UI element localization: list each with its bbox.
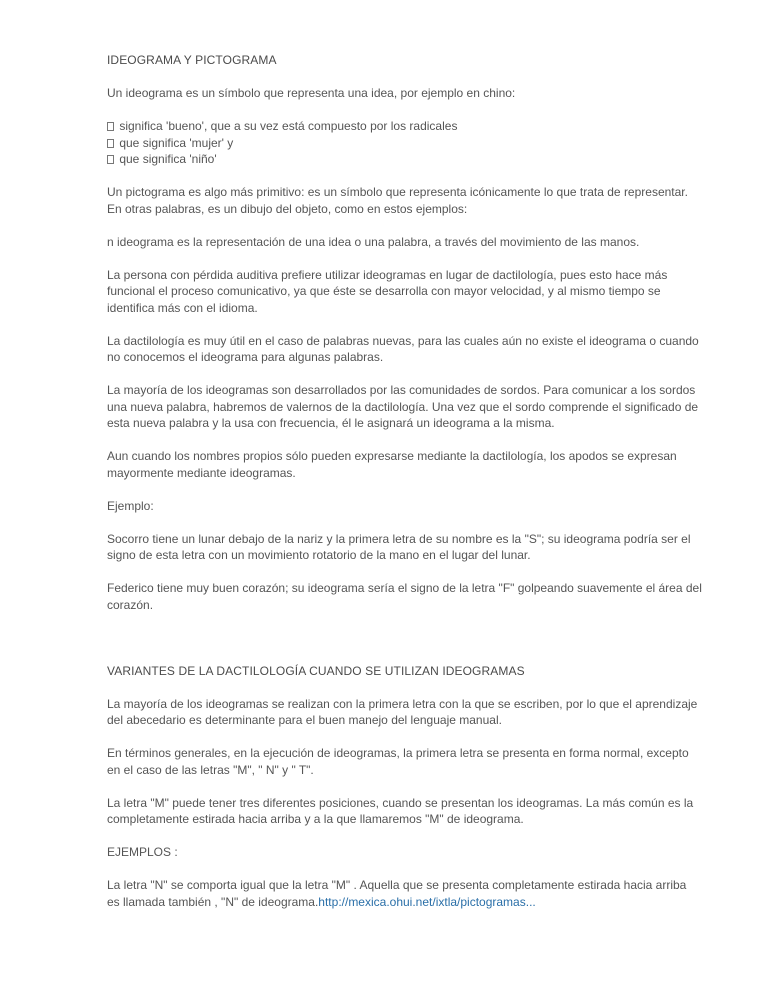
paragraph-nombres — [107, 448, 732, 481]
paragraph-persona — [107, 267, 732, 317]
document-body — [107, 52, 732, 927]
paragraph-line: En otras palabras, es un dibujo del objeto, como en estos ejemplos: — [107, 201, 468, 216]
paragraph-ideograma-def — [107, 234, 732, 251]
char-text-nino: que significa 'niño' — [116, 152, 217, 166]
paragraph-mayoria — [107, 382, 732, 432]
paragraph-letra-m — [107, 795, 732, 828]
paragraph-terminos — [107, 745, 732, 778]
paragraph-line: La persona con pérdida auditiva prefiere utilizar ideogramas en lugar de dactilología, pues esto hace más — [107, 267, 668, 282]
paragraph-line: esta nueva palabra y la usa con frecuencia, él le asignará un ideograma a la misma. — [107, 416, 555, 430]
paragraph-line: Un pictograma es algo más primitivo: es un símbolo que representa icónicamente lo que trata de representar. — [107, 185, 688, 199]
ejemplos-label: EJEMPLOS : — [107, 845, 178, 859]
paragraph-line: Socorro tiene un lunar debajo de la nariz y la primera letra de su nombre es la "S"; su ideograma podría ser el — [107, 531, 691, 546]
paragraph-line: funcional el proceso comunicativo, ya que éste se desarrolla con mayor velocidad, y al mismo tiempo se — [107, 284, 661, 298]
missing-glyph-icon — [107, 139, 114, 148]
char-line-nino — [107, 151, 732, 168]
paragraph-mayoria-2 — [107, 696, 732, 729]
paragraph-line: corazón. — [107, 597, 154, 612]
paragraph-pictograma — [107, 184, 732, 217]
paragraph-line: La mayoría de los ideogramas se realizan con la primera letra con la que se escriben, por lo que el aprendizaje — [107, 696, 698, 711]
paragraph-line: en el caso de las letras "M", " N" y " T". — [107, 762, 314, 777]
section-spacer — [107, 630, 732, 663]
paragraph-line: del abecedario es determinante para el buen manejo del lenguaje manual. — [107, 713, 502, 727]
paragraph-ejemplos-label — [107, 844, 732, 861]
paragraph-line: n ideograma es la representación de una idea o una palabra, a través del movimiento de las manos. — [107, 234, 640, 249]
paragraph-line-with-link — [107, 894, 732, 911]
paragraph-line: Federico tiene muy buen corazón; su ideograma sería el signo de la letra "F" golpeando suavemente el área del — [107, 581, 702, 595]
section-title-variantes: VARIANTES DE LA DACTILOLOGÍA CUANDO SE UTILIZAN IDEOGRAMAS — [107, 663, 525, 678]
char-text-bueno: significa 'bueno', que a su vez está compuesto por los radicales — [116, 119, 458, 133]
paragraph-socorro — [107, 531, 732, 564]
paragraph-ejemplo-label — [107, 498, 732, 515]
paragraph-chinese-chars — [107, 118, 732, 168]
char-line-mujer — [107, 135, 732, 152]
char-text-mujer: que significa 'mujer' y — [116, 135, 234, 150]
paragraph-line: no conocemos el ideograma para algunas palabras. — [107, 350, 384, 364]
ejemplo-label: Ejemplo: — [107, 498, 154, 513]
paragraph-line: La dactilología es muy útil en el caso de palabras nuevas, para las cuales aún no existe el ideograma o cuando — [107, 333, 699, 348]
paragraph-letra-n — [107, 877, 732, 910]
paragraph-line: identifica más con el idioma. — [107, 300, 258, 315]
paragraph-line: una nueva palabra, habremos de valernos de la dactilología. Una vez que el sordo comprende el significado de — [107, 399, 699, 414]
source-link[interactable]: http://mexica.ohui.net/ixtla/pictogramas... — [318, 894, 536, 909]
paragraph-line: La letra "N" se comporta igual que la letra "M" . Aquella que se presenta completamente estirada hacia arriba — [107, 878, 687, 892]
paragraph-line: En términos generales, en la ejecución de ideogramas, la primera letra se presenta en forma normal, excepto — [107, 746, 689, 760]
paragraph-line: La mayoría de los ideogramas son desarrollados por las comunidades de sordos. Para comunicar a los sordos — [107, 383, 696, 397]
paragraph-dactilologia — [107, 333, 732, 366]
char-line-bueno — [107, 118, 732, 135]
missing-glyph-icon — [107, 155, 114, 164]
paragraph-line: La letra "M" puede tener tres diferentes posiciones, cuando se presentan los ideogramas. La más común es la — [107, 795, 694, 810]
paragraph-line: signo de esta letra con un movimiento rotatorio de la mano en el lugar del lunar. — [107, 548, 531, 562]
missing-glyph-icon — [107, 122, 114, 131]
paragraph-line: completamente estirada hacia arriba y a la que llamaremos "M" de ideograma. — [107, 812, 524, 826]
letra-n-text: es llamada también , "N" de ideograma. — [107, 894, 319, 909]
paragraph-intro — [107, 85, 732, 102]
paragraph-federico — [107, 580, 732, 613]
paragraph-line: Aun cuando los nombres propios sólo pueden expresarse mediante la dactilología, los apodos se expresan — [107, 449, 677, 463]
paragraph-line: mayormente mediante ideogramas. — [107, 465, 296, 480]
intro-line: Un ideograma es un símbolo que representa una idea, por ejemplo en chino: — [107, 86, 516, 100]
section-title-ideograma: IDEOGRAMA Y PICTOGRAMA — [107, 53, 277, 67]
